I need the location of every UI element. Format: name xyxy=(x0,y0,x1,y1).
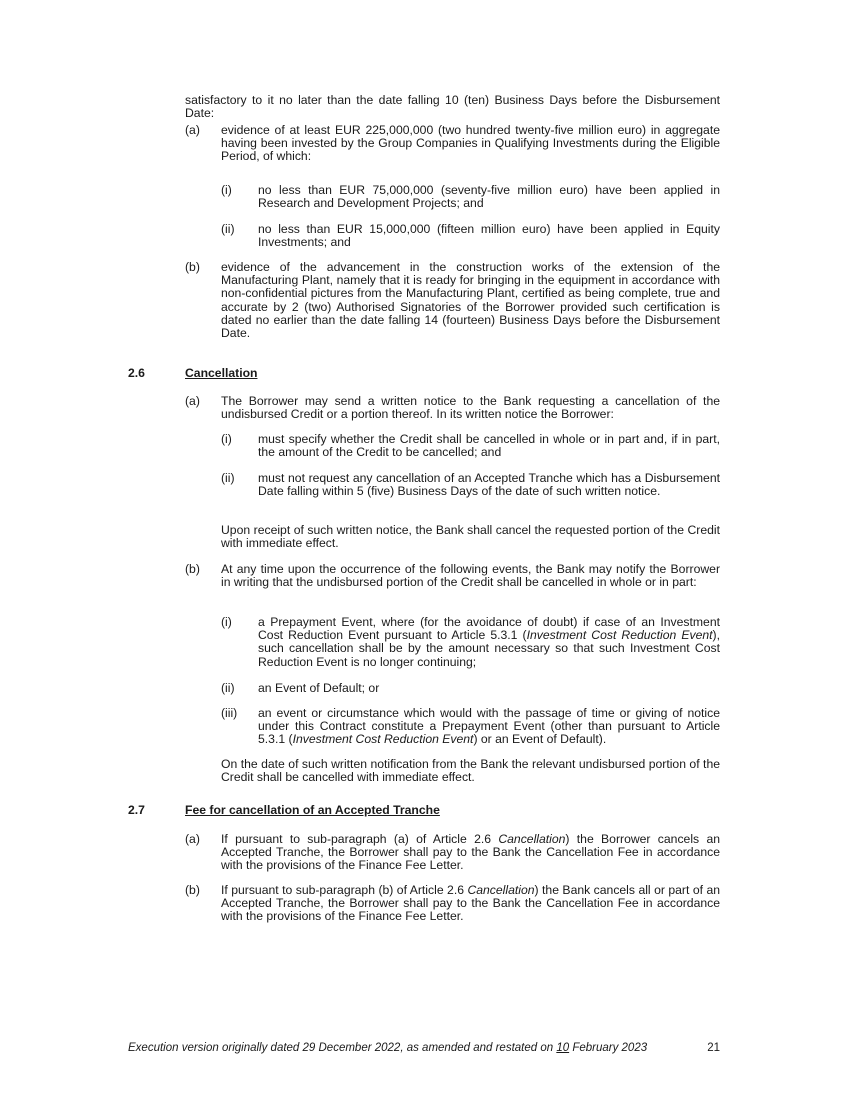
list-label: (b) xyxy=(185,883,200,897)
section-number: 2.6 xyxy=(128,366,145,380)
sub-text: no less than EUR 75,000,000 (seventy-five million euro) have been applied in Research and Development Projects; and xyxy=(258,183,720,211)
list-text-italic: Cancellation xyxy=(467,883,535,897)
sub-label: (ii) xyxy=(221,222,235,236)
list-text-italic: Cancellation xyxy=(498,832,566,846)
list-text: evidence of at least EUR 225,000,000 (two hundred twenty-five million euro) in aggregate having been invested by the Group Companies in Qualifying Investments during the Eligible Period, of which: xyxy=(221,123,720,164)
sub-label: (i) xyxy=(221,432,232,446)
sub-text-italic: Investment Cost Reduction Event xyxy=(526,628,713,643)
sub-text-italic: Investment Cost Reduction Event xyxy=(292,732,474,747)
sub-label: (i) xyxy=(221,183,232,197)
sub-text: must specify whether the Credit shall be cancelled in whole or in part and, if in part, the amount of the Credit to be cancelled; and xyxy=(258,432,720,460)
sub-label: (ii) xyxy=(221,681,235,695)
list-text-pre: If pursuant to sub-paragraph (a) of Article 2.6 xyxy=(221,832,499,846)
list-text xyxy=(221,884,720,924)
footer-post: February 2023 xyxy=(569,1042,648,1054)
intro-text: satisfactory to it no later than the date falling 10 (ten) Business Days before the Disbursement Date: xyxy=(185,93,720,121)
list-text: The Borrower may send a written notice to the Bank requesting a cancellation of the undisbursed Credit or a portion thereof. In its written notice the Borrower: xyxy=(221,394,720,422)
sub-text-pre: a Prepayment Event, where (for the avoidance of doubt) if case of an Investment Cost Reduction Event pursuant to Article 5.3.1 ( xyxy=(258,615,720,643)
list-text-pre: If pursuant to sub-paragraph (b) of Article 2.6 xyxy=(221,883,468,897)
list-label: (b) xyxy=(185,562,200,576)
sub-label: (iii) xyxy=(221,706,238,720)
list-label: (a) xyxy=(185,123,200,137)
sub-text: an Event of Default; or xyxy=(258,681,380,695)
sub-text-post: ), such cancellation shall be by the amount necessary so that such Investment Cost Reduction Event is no longer continuing; xyxy=(258,628,720,669)
sub-text: must not request any cancellation of an Accepted Tranche which has a Disbursement Date falling within 5 (five) Business Days of the date of such written notice. xyxy=(258,471,720,499)
list-label: (b) xyxy=(185,260,200,274)
list-text xyxy=(221,833,720,873)
footer-day: 10 xyxy=(556,1042,570,1054)
section-number: 2.7 xyxy=(128,803,145,817)
list-text: At any time upon the occurrence of the following events, the Bank may notify the Borrower in writing that the undisbursed portion of the Credit shall be cancelled in whole or in part: xyxy=(221,562,720,590)
section-title: Cancellation xyxy=(185,366,258,380)
sub-text xyxy=(258,707,720,747)
sub-label: (i) xyxy=(221,615,232,629)
list-label: (a) xyxy=(185,832,200,846)
footer-pre: Execution version originally dated 29 December 2022, as amended and restated on xyxy=(128,1042,557,1054)
sub-text-post: ) or an Event of Default). xyxy=(473,732,607,747)
sub-text: no less than EUR 15,000,000 (fifteen million euro) have been applied in Equity Investments; and xyxy=(258,222,720,250)
sub-label: (ii) xyxy=(221,471,235,485)
sub-text xyxy=(258,616,720,669)
list-text-post: ) the Bank cancels all or part of an Accepted Tranche, the Borrower shall pay to the Bank the Cancellation Fee in accordance with the provisions of the Finance Fee Letter. xyxy=(221,883,720,924)
list-label: (a) xyxy=(185,394,200,408)
list-text-post: ) the Borrower cancels an Accepted Tranche, the Borrower shall pay to the Bank the Cancellation Fee in accordance with the provisions of the Finance Fee Letter. xyxy=(221,832,720,873)
page-number: 21 xyxy=(707,1042,720,1054)
section-title: Fee for cancellation of an Accepted Tranche xyxy=(185,803,440,817)
closing-text: On the date of such written notification from the Bank the relevant undisbursed portion of the Credit shall be cancelled with immediate effect. xyxy=(221,757,720,785)
sub-text-pre: an event or circumstance which would with the passage of time or giving of notice under this Contract constitute a Prepayment Event (other than pursuant to Article 5.3.1 ( xyxy=(258,706,720,747)
list-text: evidence of the advancement in the construction works of the extension of the Manufacturing Plant, namely that it is ready for bringing in the equipment in accordance with non-confidential pictures from the Manufacturing Plant, certified as being complete, true and accurate by 2 (two) Authorised Signatories of the Borrower provided such certification is dated no earlier than the date falling 14 (fourteen) Business Days before the Disbursement Date. xyxy=(221,260,720,341)
closing-text: Upon receipt of such written notice, the Bank shall cancel the requested portion of the Credit with immediate effect. xyxy=(221,523,720,551)
footer-version-note xyxy=(128,1042,720,1055)
